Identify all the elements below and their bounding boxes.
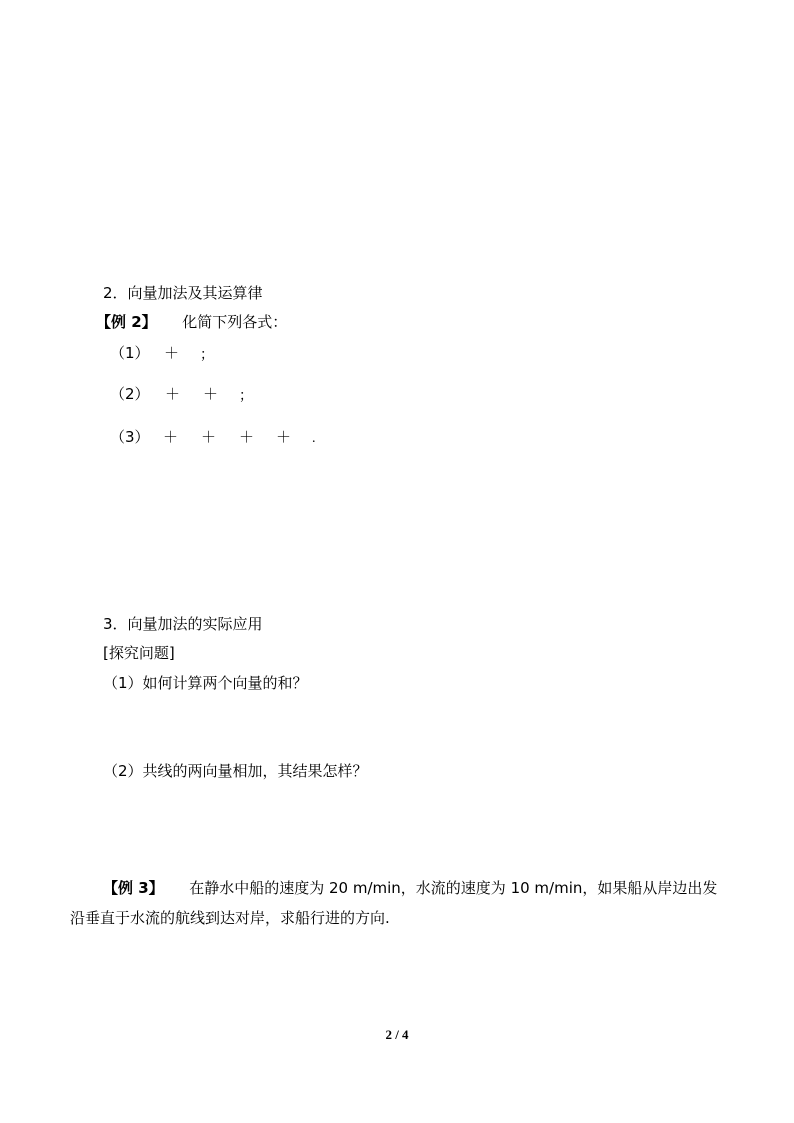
- example-3-line-1: [103, 878, 717, 898]
- question-2: （2）共线的两向量相加，其结果怎样？: [103, 762, 368, 780]
- section-2-heading: 2．向量加法及其运算律: [103, 284, 263, 302]
- page-number: 2 / 4: [385, 1027, 409, 1042]
- item-3-plus-2: ＋: [201, 428, 217, 446]
- example-2: [96, 312, 287, 332]
- question-1: （1）如何计算两个向量的和？: [103, 674, 308, 692]
- inquiry-label: [探究问题]: [103, 644, 175, 662]
- example-2-item-2-label: （2）: [110, 385, 150, 403]
- example-2-item-3-label: （3）: [110, 428, 150, 446]
- example-2-item-1-label: （1）: [110, 344, 150, 362]
- example-3-tag: 【例 3】: [103, 879, 164, 897]
- example-2-text: 化简下列各式：: [182, 313, 288, 331]
- item-3-plus-1: ＋: [163, 428, 179, 446]
- item-1-plus-1: ＋: [164, 344, 180, 362]
- item-3-end: .: [312, 431, 316, 446]
- item-1-end: ；: [200, 347, 214, 363]
- example-3-line-2: 沿垂直于水流的航线到达对岸，求船行进的方向.: [70, 909, 390, 927]
- item-2-plus-2: ＋: [203, 385, 219, 403]
- item-2-end: ；: [239, 388, 253, 404]
- section-3-heading: 3．向量加法的实际应用: [103, 615, 263, 633]
- item-3-plus-4: ＋: [276, 428, 292, 446]
- example-3-text-1: 在静水中船的速度为 20 m/min，水流的速度为 10 m/min，如果船从岸边出发: [189, 879, 718, 897]
- example-2-tag: 【例 2】: [96, 313, 157, 331]
- item-3-plus-3: ＋: [239, 428, 255, 446]
- item-2-plus-1: ＋: [165, 385, 181, 403]
